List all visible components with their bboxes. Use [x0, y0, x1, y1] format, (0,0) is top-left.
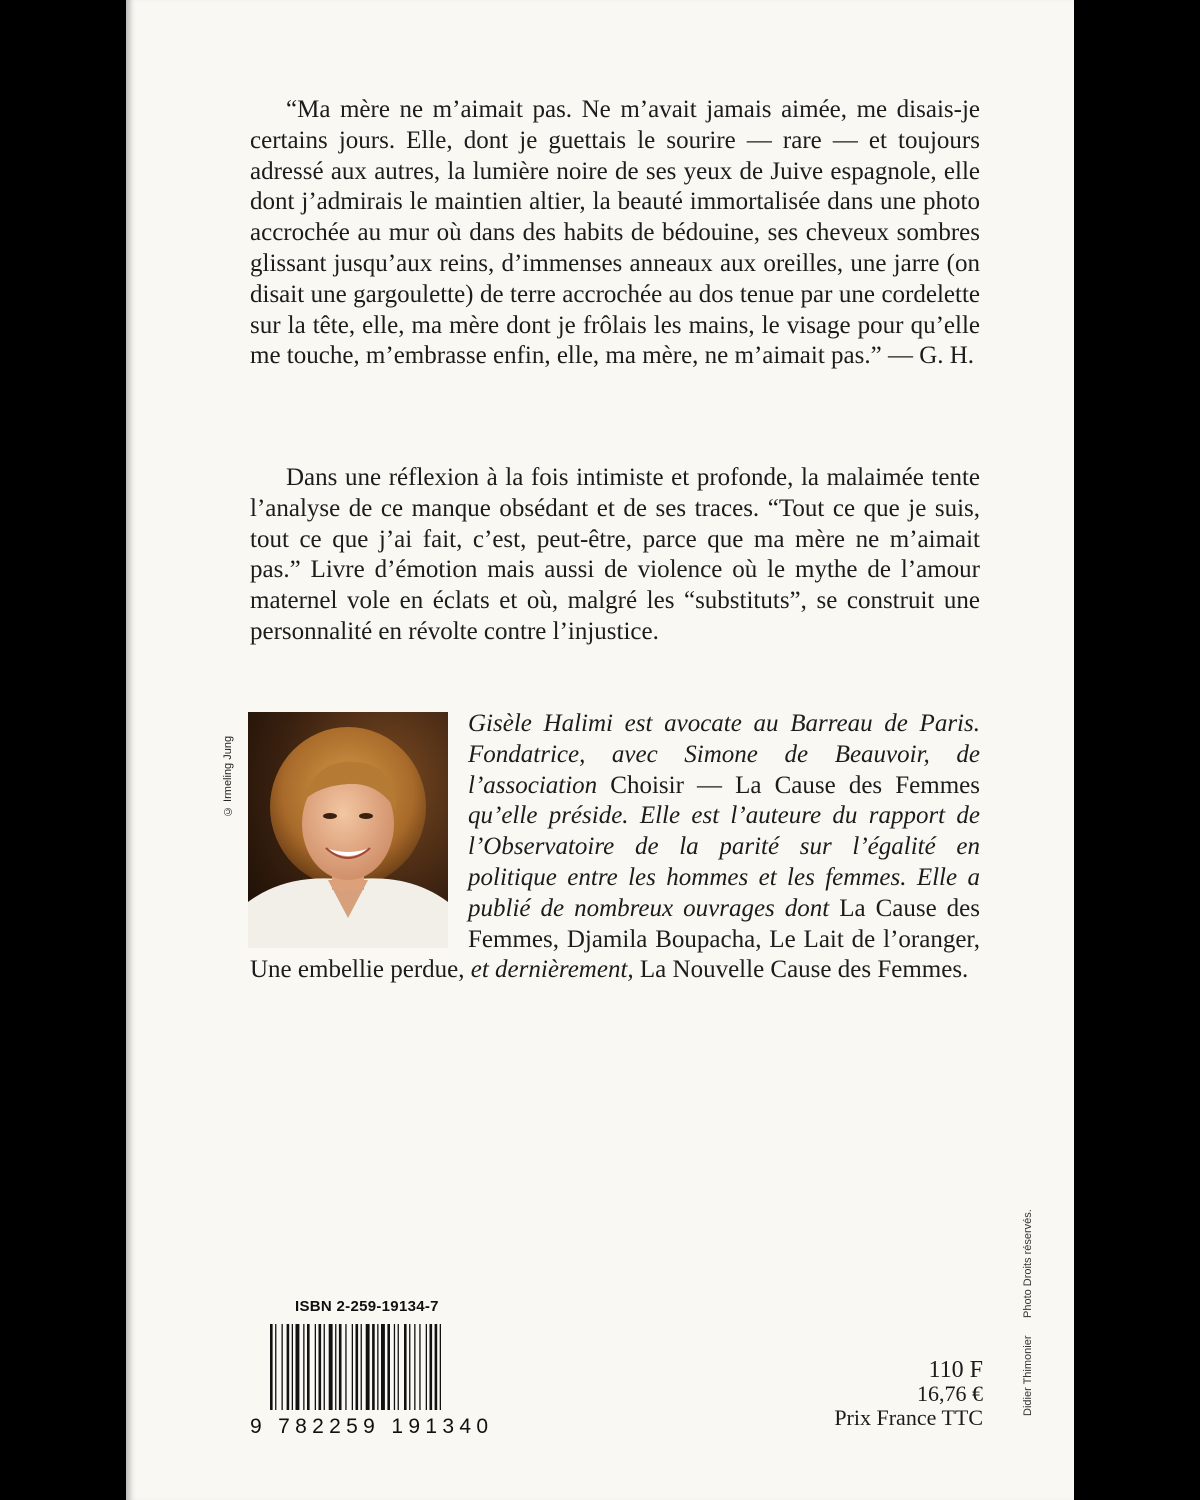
- barcode-number: 9 782259 191340: [250, 1415, 488, 1437]
- price-block: [800, 1358, 983, 1430]
- barcode-bar: [339, 1324, 342, 1410]
- barcode-bar: [440, 1324, 441, 1410]
- price-label: Prix France TTC: [834, 1405, 983, 1430]
- barcode-bar: [366, 1324, 370, 1410]
- price-euros: 16,76 €: [917, 1381, 983, 1406]
- barcode-bar: [398, 1324, 399, 1410]
- barcode-bar: [292, 1324, 293, 1410]
- barcode-bar: [435, 1324, 438, 1410]
- barcode-bar: [303, 1324, 304, 1410]
- barcode-bar: [426, 1324, 427, 1410]
- barcode-bar: [352, 1324, 353, 1410]
- barcode-bar: [282, 1324, 283, 1410]
- bio-title-3: La Nouvelle Cause des Femmes.: [639, 956, 969, 984]
- bio-title-2: La Cause des Femmes, Djamila Boupacha, Le Lait de l’oranger, Une embellie perdue,: [250, 894, 980, 984]
- bio-text-1: Gisèle Halimi est avocate au Barreau de Paris. Fondatrice, avec Simone de Beauvoir, de l’association: [468, 710, 980, 799]
- barcode-bar: [361, 1324, 362, 1410]
- rights-credit: Photo Droits réservés.: [1022, 1209, 1034, 1319]
- barcode-bar: [404, 1324, 407, 1410]
- barcode-bar: [287, 1324, 290, 1410]
- summary-paragraph: Dans une réflexion à la fois intimiste et profonde, la malaimée tente l’analyse de ce manque obsédant et de ses traces. “Tout ce que je suis, tout ce que j’ai fait, c’est, peut-être, parce que ma mère ne m’aimait pas.” Livre d’émotion mais aussi de violence où le mythe de l’amour maternel vole en éclats et où, malgré les “substituts”, se construit une personnalité en révolte contre l’injustice.: [250, 464, 980, 645]
- barcode-bar: [329, 1324, 333, 1410]
- barcode-bar: [419, 1324, 420, 1410]
- author-bio: [250, 709, 980, 986]
- barcode-bar: [430, 1324, 433, 1410]
- barcode-bar: [324, 1324, 325, 1410]
- quote-paragraph: “Ma mère ne m’aimait pas. Ne m’avait jamais aimée, me disais-je certains jours. Elle, dont je guettais le sourire — rare — et toujours adressé aux autres, la lumière noire de ses yeux de Juive espagnole, elle dont j’admirais le maintien altier, la beauté immortalisée dans une photo accrochée au mur où dans des habits de bédouine, ses cheveux sombres glissant jusqu’aux reins, d’immenses anneaux aux oreilles, une jarre (on disait une gargoulette) de terre accrochée au dos tenue par une cordelette sur la tête, elle, ma mère dont je frôlais les mains, le visage pour qu’elle me touche, m’embrasse enfin, elle, ma mère, ne m’aimait pas.” — G. H.: [250, 96, 980, 370]
- barcode-bar: [335, 1324, 336, 1410]
- barcode-bar: [394, 1324, 395, 1410]
- barcode-bar: [296, 1324, 300, 1410]
- barcode: [250, 1322, 490, 1437]
- barcode-bar: [315, 1324, 316, 1410]
- price-francs: 110 F: [928, 1357, 983, 1383]
- bio-text-2: qu’elle préside. Elle est l’auteure du rapport de l’Observatoire de la parité sur l’égalité en politique entre les hommes et les femmes. Elle a publié de nombreux ouvrages dont: [468, 802, 980, 922]
- barcode-bar: [270, 1324, 273, 1410]
- barcode-bar: [381, 1324, 385, 1410]
- bio-text-3: et dernièrement,: [470, 956, 634, 984]
- photo-credit: © Irmeling Jung: [222, 735, 234, 817]
- design-credit: Didier Thimonier: [1022, 1335, 1034, 1416]
- barcode-bar: [414, 1324, 415, 1410]
- cover-credits: [1022, 1140, 1042, 1430]
- barcode-bar: [319, 1324, 322, 1410]
- barcode-bar: [387, 1324, 390, 1410]
- barcode-bar: [345, 1324, 346, 1410]
- bio-title-1: Choisir — La Cause des Femmes: [610, 771, 980, 799]
- barcode-bar: [356, 1324, 359, 1410]
- barcode-bar: [307, 1324, 310, 1410]
- barcode-bar: [372, 1324, 375, 1410]
- barcode-bar: [377, 1324, 378, 1410]
- barcode-bar: [275, 1324, 276, 1410]
- barcode-bar: [409, 1324, 410, 1410]
- isbn: ISBN 2-259-19134-7: [295, 1298, 439, 1315]
